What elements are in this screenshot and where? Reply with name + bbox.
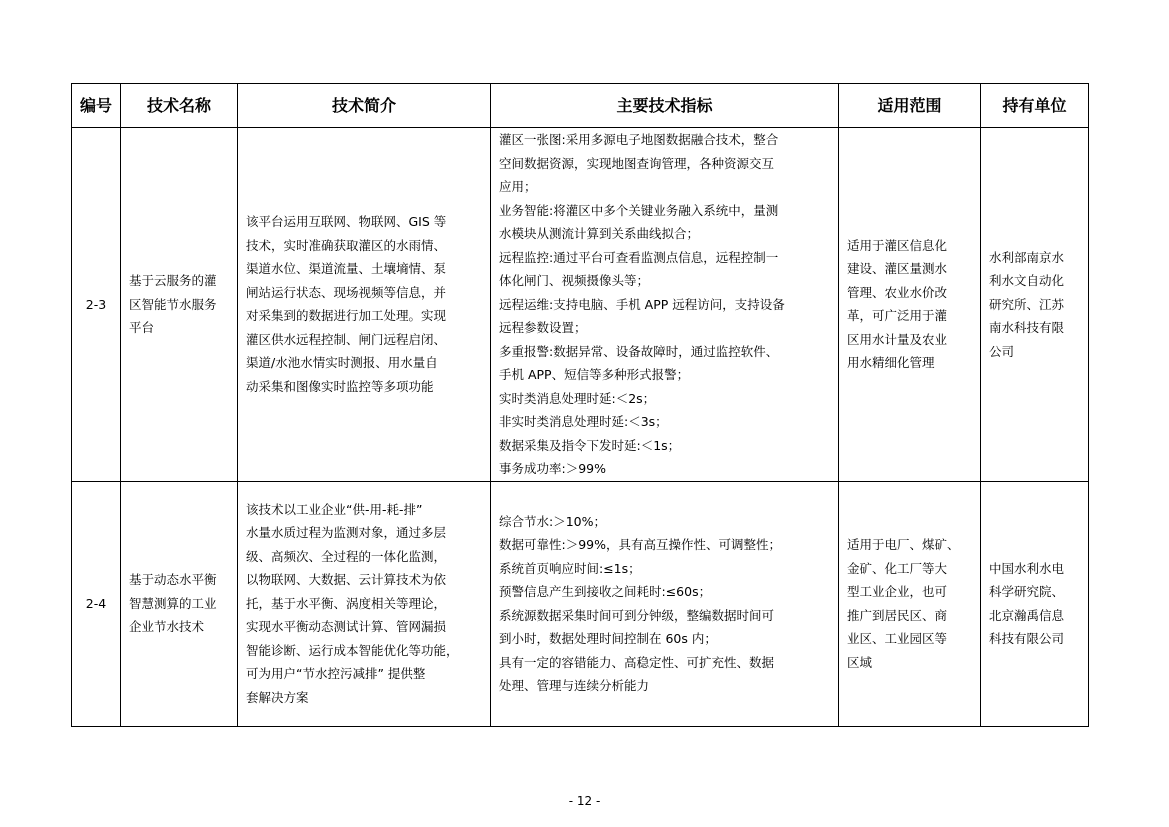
cell-name: 基于动态水平衡 智慧测算的工业 企业节水技术 xyxy=(121,481,238,726)
cell-indicators: 综合节水:＞10%； 数据可靠性:＞99%，具有高互操作性、可调整性； 系统首页响应时间:≤1s； 预警信息产生到接收之间耗时:≤60s； 系统源数据采集时间可到分钟级，整编数据时间可 到小时，数据处理时间控制在 60s 内； 具有一定的容错能力、高稳定性、可扩充性、数据 处理、管理与连续分析能力 xyxy=(491,481,839,726)
page-number: - 12 - xyxy=(568,794,601,808)
cell-holder: 水利部南京水 利水文自动化 研究所、江苏 南水科技有限 公司 xyxy=(981,128,1089,482)
table-row xyxy=(72,128,1089,482)
cell-holder: 中国水利水电 科学研究院、 北京瀚禹信息 科技有限公司 xyxy=(981,481,1089,726)
cell-scope: 适用于电厂、煤矿、 金矿、化工厂等大 型工业企业，也可 推广到居民区、商 业区、工业园区等 区域 xyxy=(839,481,981,726)
cell-intro: 该技术以工业企业“供-用-耗-排” 水量水质过程为监测对象，通过多层 级、高频次、全过程的一体化监测， 以物联网、大数据、云计算技术为依 托，基于水平衡、涡度相关等理论， 实现水平衡动态测试计算、管网漏损 智能诊断、运行成本智能优化等功能， 可为用户“节水控污减排” 提供整 套解决方案 xyxy=(238,481,491,726)
cell-scope: 适用于灌区信息化 建设、灌区量测水 管理、农业水价改 革，可广泛用于灌 区用水计量及农业 用水精细化管理 xyxy=(839,128,981,482)
header-holder: 持有单位 xyxy=(981,84,1089,128)
cell-indicators: 灌区一张图:采用多源电子地图数据融合技术，整合 空间数据资源，实现地图查询管理，各种资源交互 应用； 业务智能:将灌区中多个关键业务融入系统中，量测 水模块从测流计算到关系曲线拟合； 远程监控:通过平台可查看监测点信息，远程控制一 体化闸门、视频摄像头等； 远程运维:支持电脑、手机 APP 远程访问，支持设备 远程参数设置； 多重报警:数据异常、设备故障时，通过监控软件、 手机 APP、短信等多种形式报警； 实时类消息处理时延:＜2s； 非实时类消息处理时延:＜3s； 数据采集及指令下发时延:＜1s； 事务成功率:＞99% xyxy=(491,128,839,482)
cell-name: 基于云服务的灌 区智能节水服务 平台 xyxy=(121,128,238,482)
header-indicators: 主要技术指标 xyxy=(491,84,839,128)
header-intro: 技术简介 xyxy=(238,84,491,128)
header-name: 技术名称 xyxy=(121,84,238,128)
header-scope: 适用范围 xyxy=(839,84,981,128)
table-row xyxy=(72,481,1089,726)
cell-id: 2-3 xyxy=(72,128,121,482)
table-header-row xyxy=(72,84,1089,128)
cell-id: 2-4 xyxy=(72,481,121,726)
technology-table xyxy=(71,83,1089,727)
cell-intro: 该平台运用互联网、物联网、GIS 等 技术，实时准确获取灌区的水雨情、 渠道水位、渠道流量、土壤墒情、泵 闸站运行状态、现场视频等信息，并 对采集到的数据进行加工处理。实现 灌区供水远程控制、闸门远程启闭、 渠道/水池水情实时测报、用水量自 动采集和图像实时监控等多项功能 xyxy=(238,128,491,482)
header-id: 编号 xyxy=(72,84,121,128)
